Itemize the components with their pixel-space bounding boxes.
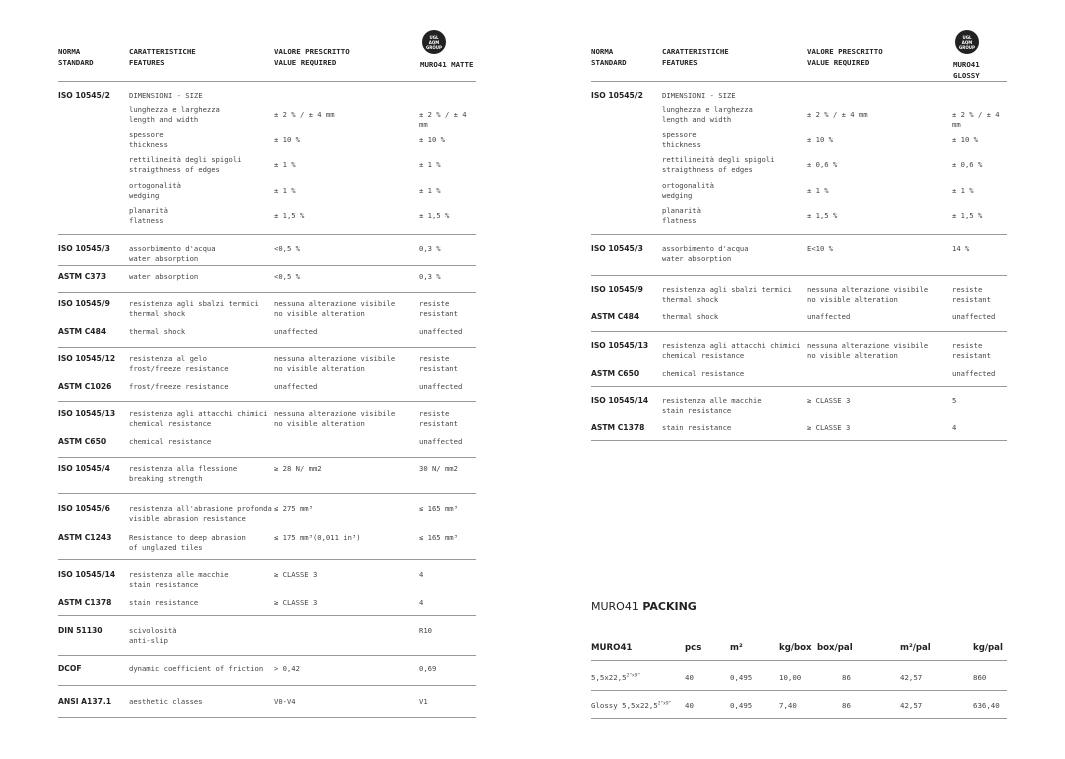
required-value [274,382,317,392]
standard-code: DCOF [58,664,82,673]
feature-line: stain resistance [662,423,732,432]
value-line: 4 [419,570,424,579]
feature-en: flatness [662,216,697,225]
packing-cell-pcs: 40 [685,701,694,710]
product-value [952,423,956,433]
divider [58,347,476,348]
divider [591,660,1007,661]
size-standard: ISO 10545/2 [58,91,110,100]
feature [129,409,267,429]
size-value: ± 10 % [952,135,978,144]
feature [129,272,198,282]
feature-line: water absorption [129,272,199,281]
required-value [274,504,313,514]
standard-code: ISO 10545/3 [58,244,110,253]
product-value [952,396,956,406]
standard-code: ISO 10545/13 [591,341,649,350]
value-line: resistant [419,364,458,373]
standard-code: ISO 10545/4 [58,464,110,473]
feature-line: resistenza agli sbalzi termici [662,285,792,294]
packing-cell-m2pal: 42,57 [900,701,923,710]
standard-code: ISO 10545/13 [58,409,116,418]
feature-line: resistenza alle macchie [129,570,229,579]
required-line: ≥ CLASSE 3 [807,423,851,432]
packing-header: box/pal [817,643,853,653]
divider [58,655,476,656]
feature [129,354,229,374]
product-value [952,285,991,305]
standard-code: ASTM C1243 [58,533,112,542]
required-line: ≥ 28 N/ mm2 [274,464,322,473]
required-line: unaffected [807,312,851,321]
size-value: ± 0,6 % [952,160,983,169]
size-required: ± 1,5 % [274,211,305,220]
packing-cell-kgbox: 7,40 [779,701,797,710]
packing-title: MURO41 PACKING [591,600,697,613]
size-value: ± 1,5 % [419,211,450,220]
standard-code: ISO 10545/3 [591,244,643,253]
product-value [952,312,995,322]
value-line: unaffected [419,382,463,391]
required-line: nessuna alterazione visibile [807,341,929,350]
standard-code: ISO 10545/14 [591,396,649,405]
packing-header: m² [730,643,743,653]
feature-line: water absorption [129,254,199,263]
feature [129,437,211,447]
feature [662,423,731,433]
required-value [274,464,322,474]
size-feature [662,130,701,150]
feature [129,464,237,484]
feature [662,312,718,322]
feature-line: resistenza al gelo [129,354,207,363]
size-required: ± 1 % [807,186,829,195]
feature-en: thickness [129,140,168,149]
header-product: MURO41 MATTE [420,60,474,69]
size-feature [129,130,168,150]
header-features: CARATTERISTICHE FEATURES [662,47,729,67]
feature-en: flatness [129,216,164,225]
feature-line: resistenza agli attacchi chimici [129,409,268,418]
standard-code: ASTM C484 [58,327,107,336]
value-line: resiste [952,341,983,350]
value-line: unaffected [952,369,996,378]
divider [591,275,1007,276]
standard-code: ISO 10545/14 [58,570,116,579]
size-feature [129,155,242,175]
feature [129,626,177,646]
feature-line: chemical resistance [129,437,212,446]
divider [58,457,476,458]
required-line: nessuna alterazione visibile [274,299,396,308]
header-features: CARATTERISTICHE FEATURES [129,47,196,67]
feature-en: length and width [129,115,199,124]
packing-cell-kgbox: 10,00 [779,673,802,682]
feature [129,598,198,608]
size-value: ± 10 % [419,135,445,144]
divider [58,685,476,686]
feature-en: wedging [662,191,693,200]
size-title: DIMENSIONI - SIZE [662,91,736,100]
required-value [274,299,395,319]
size-value: ± 1 % [419,186,441,195]
feature-line: frost/freeze resistance [129,382,229,391]
standard-code: ASTM C373 [58,272,107,281]
standard-code: ISO 10545/9 [58,299,110,308]
product-value [419,327,462,337]
value-line: resiste [419,354,450,363]
divider [58,717,476,718]
value-line: resiste [952,285,983,294]
value-line: resiste [419,409,450,418]
required-value [807,341,928,361]
feature-line: resistenza alle macchie [662,396,762,405]
feature-line: anti-slip [129,636,168,645]
divider [58,292,476,293]
divider [591,81,1007,82]
packing-cell-boxpal: 86 [842,673,851,682]
required-line: unaffected [274,382,318,391]
required-value [807,423,850,433]
standard-code: ISO 10545/6 [58,504,110,513]
required-value [274,664,300,674]
size-required: ± 2 % / ± 4 mm [807,110,868,119]
required-value [274,697,296,707]
divider [58,401,476,402]
size-value: ± 2 % / ± 4 mm [952,110,1000,129]
feature-it: lunghezza e larghezza [129,105,220,114]
product-size-inches: 2"x9" [626,673,641,679]
feature-line: chemical resistance [129,419,212,428]
size-required: ± 10 % [274,135,300,144]
feature-en: length and width [662,115,732,124]
product-value [419,664,436,674]
required-line: no visible alteration [807,351,898,360]
product-value [419,382,462,392]
size-standard: ISO 10545/2 [591,91,643,100]
value-line: resistant [419,309,458,318]
size-feature [129,181,181,201]
feature-line: of unglazed tiles [129,543,203,552]
standard-code: ASTM C1026 [58,382,112,391]
feature-line: thermal shock [129,327,186,336]
product-value [952,341,991,361]
required-line: E<10 % [807,244,833,253]
product-value [419,299,458,319]
required-line: nessuna alterazione visibile [274,409,396,418]
feature-en: straigthness of edges [129,165,220,174]
size-feature [662,155,775,175]
product-value [419,437,462,447]
divider [58,265,476,266]
feature-it: planarità [129,206,168,215]
product-value [419,697,428,707]
standard-code: ASTM C1378 [58,598,112,607]
required-value [274,409,395,429]
feature-line: assorbimento d'acqua [129,244,216,253]
standard-code: ISO 10545/9 [591,285,643,294]
size-required: ± 2 % / ± 4 mm [274,110,335,119]
value-line: resistant [419,419,458,428]
divider [591,386,1007,387]
product-value [419,272,441,282]
standard-code: ASTM C650 [591,369,640,378]
standard-code: ASTM C1378 [591,423,645,432]
product-value [419,464,458,474]
feature-line: thermal shock [129,309,186,318]
product-size-inches: 2"x9" [657,701,672,707]
required-line: ≥ CLASSE 3 [807,396,851,405]
size-title: DIMENSIONI - SIZE [129,91,203,100]
required-value [274,533,361,543]
product-value [419,409,458,429]
feature-line: water absorption [662,254,732,263]
divider [591,331,1007,332]
packing-product [591,673,640,682]
value-line: 4 [952,423,957,432]
product-value [419,244,441,254]
feature-en: wedging [129,191,160,200]
ugl-group-logo: UGL AQM GROUP [955,30,979,54]
feature-line: stain resistance [662,406,732,415]
feature [662,396,762,416]
required-value [274,327,317,337]
packing-header: m²/pal [900,643,931,653]
packing-header: kg/pal [973,643,1003,653]
product-name: Glossy 5,5x22,5 [591,701,658,710]
feature [129,697,203,707]
product-value [419,533,458,543]
packing-cell-m2: 0,495 [730,673,753,682]
divider [591,234,1007,235]
size-feature [129,105,220,125]
value-line: unaffected [419,327,463,336]
value-line: 5 [952,396,957,405]
size-required: ± 10 % [807,135,833,144]
feature-line: thermal shock [662,295,719,304]
required-value [807,285,928,305]
required-line: no visible alteration [807,295,898,304]
required-line: <0,5 % [274,272,300,281]
size-feature [662,181,714,201]
product-value [419,354,458,374]
divider [58,234,476,235]
product-name: 5,5x22,5 [591,673,627,682]
required-value [274,570,317,580]
value-line: 30 N/ mm2 [419,464,458,473]
size-required: ± 1 % [274,160,296,169]
packing-cell-kgpal: 860 [973,673,987,682]
value-line: 0,69 [419,664,437,673]
required-value [807,312,850,322]
packing-cell-pcs: 40 [685,673,694,682]
value-line: 0,3 % [419,272,441,281]
feature [662,285,792,305]
value-line: 14 % [952,244,970,253]
feature-it: spessore [662,130,697,139]
divider [591,690,1007,691]
required-value [274,598,317,608]
required-line: no visible alteration [274,364,365,373]
feature-line: chemical resistance [662,369,745,378]
feature-line: resistenza agli attacchi chimici [662,341,801,350]
feature-line: dynamic coefficient of friction [129,664,264,673]
packing-header: MURO41 [591,643,633,653]
required-line: ≤ 275 mm³ [274,504,313,513]
size-required: ± 0,6 % [807,160,838,169]
standard-code: ASTM C484 [591,312,640,321]
standard-code: ISO 10545/12 [58,354,116,363]
feature-it: planarità [662,206,701,215]
feature-it: rettilineità degli spigoli [662,155,775,164]
ugl-group-logo: UGL AQM GROUP [422,30,446,54]
feature-it: spessore [129,130,164,139]
feature [129,299,259,319]
value-line: R10 [419,626,432,635]
size-feature [129,206,168,226]
size-feature [662,206,701,226]
value-line: ≤ 165 mm³ [419,533,458,542]
packing-product [591,701,671,710]
feature-it: rettilineità degli spigoli [129,155,242,164]
feature [662,341,800,361]
required-line: V0-V4 [274,697,296,706]
product-value [419,626,432,636]
header-product: MURO41 GLOSSY [953,60,980,80]
value-line: resiste [419,299,450,308]
feature-en: thickness [662,140,701,149]
value-line: 0,3 % [419,244,441,253]
feature-line: resistenza all'abrasione profonda [129,504,272,513]
feature-line: aesthetic classes [129,697,203,706]
product-value [419,598,423,608]
size-required: ± 1,5 % [807,211,838,220]
required-line: nessuna alterazione visibile [274,354,396,363]
divider [591,440,1007,441]
standard-code: ASTM C650 [58,437,107,446]
value-line: resistant [952,351,991,360]
required-value [807,396,850,406]
standard-code: DIN 51130 [58,626,103,635]
feature-line: breaking strength [129,474,203,483]
required-value [807,244,833,254]
header-standard: NORMA STANDARD [58,47,94,67]
feature-it: ortogonalità [662,181,714,190]
packing-cell-boxpal: 86 [842,701,851,710]
required-line: <0,5 % [274,244,300,253]
packing-header: kg/box [779,643,812,653]
required-line: nessuna alterazione visibile [807,285,929,294]
header-value-required: VALORE PRESCRITTO VALUE REQUIRED [274,47,350,67]
feature [129,244,216,264]
feature-line: stain resistance [129,598,199,607]
packing-cell-kgpal: 636,40 [973,701,1000,710]
size-value: ± 2 % / ± 4 mm [419,110,467,129]
size-feature [662,105,753,125]
required-line: unaffected [274,327,318,336]
size-value: ± 1 % [419,160,441,169]
standard-code: ANSI A137.1 [58,697,112,706]
divider [58,493,476,494]
value-line: unaffected [952,312,996,321]
value-line: V1 [419,697,428,706]
feature-line: scivolosità [129,626,177,635]
header-value-required: VALORE PRESCRITTO VALUE REQUIRED [807,47,883,67]
size-value: ± 1 % [952,186,974,195]
size-required: ± 1 % [274,186,296,195]
required-line: ≥ CLASSE 3 [274,598,318,607]
product-value [952,244,969,254]
product-value [952,369,995,379]
feature [662,244,749,264]
size-value: ± 1,5 % [952,211,983,220]
feature-en: straigthness of edges [662,165,753,174]
value-line: 4 [419,598,424,607]
feature-it: ortogonalità [129,181,181,190]
feature-line: resistenza agli sbalzi termici [129,299,259,308]
product-value [419,570,423,580]
required-line: > 0,42 [274,664,300,673]
packing-cell-m2: 0,495 [730,701,753,710]
packing-cell-m2pal: 42,57 [900,673,923,682]
feature [129,504,272,524]
feature-line: thermal shock [662,312,719,321]
value-line: resistant [952,295,991,304]
feature-line: stain resistance [129,580,199,589]
required-line: ≤ 175 mm³(0,011 in³) [274,533,361,542]
feature [129,570,229,590]
required-line: no visible alteration [274,309,365,318]
required-line: ≥ CLASSE 3 [274,570,318,579]
feature-line: chemical resistance [662,351,745,360]
required-value [274,244,300,254]
feature-line: resistenza alla flessione [129,464,238,473]
value-line: unaffected [419,437,463,446]
packing-header: pcs [685,643,702,653]
feature-line: frost/freeze resistance [129,364,229,373]
feature [129,382,229,392]
divider [58,81,476,82]
product-value [419,504,458,514]
feature-it: lunghezza e larghezza [662,105,753,114]
feature [129,664,263,674]
required-line: no visible alteration [274,419,365,428]
divider [58,559,476,560]
header-standard: NORMA STANDARD [591,47,627,67]
divider [58,615,476,616]
required-value [274,272,300,282]
feature-line: Resistance to deep abrasion [129,533,246,542]
feature-line: visible abrasion resistance [129,514,246,523]
value-line: ≤ 165 mm³ [419,504,458,513]
feature [129,533,246,553]
feature-line: assorbimento d'acqua [662,244,749,253]
required-value [274,354,395,374]
feature [129,327,185,337]
divider [591,718,1007,719]
feature [662,369,744,379]
